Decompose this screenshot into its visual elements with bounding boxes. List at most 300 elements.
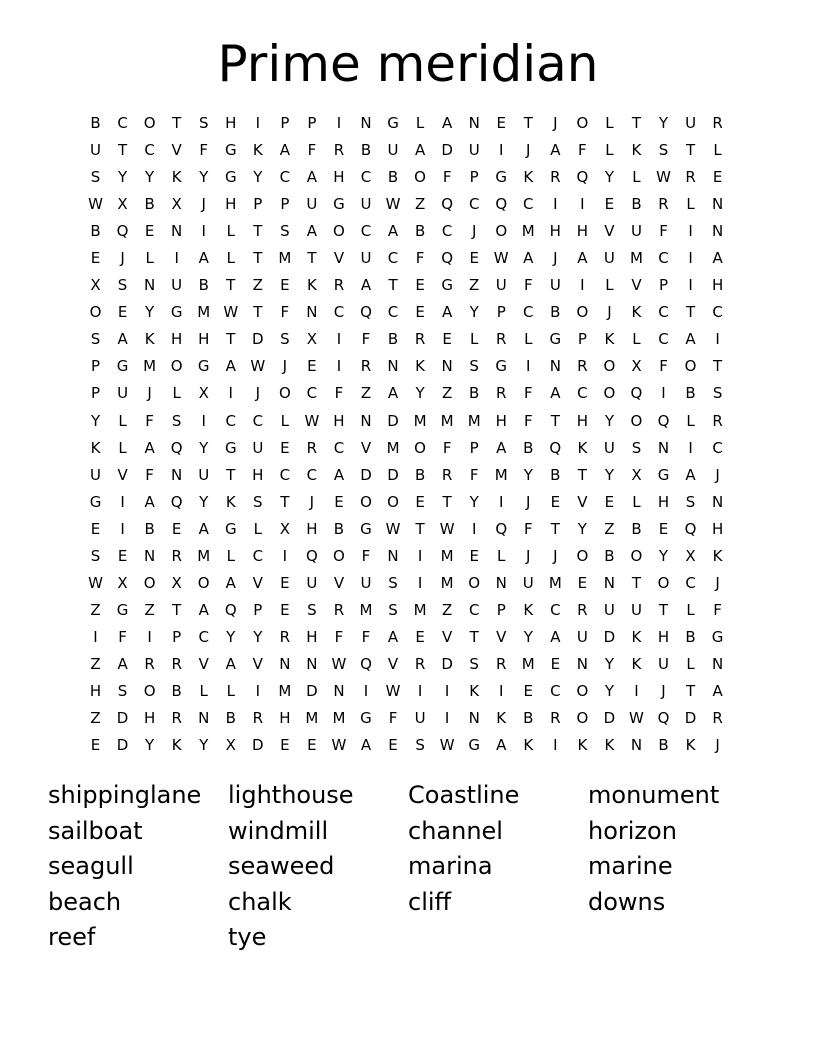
grid-cell: E xyxy=(90,736,101,755)
grid-row xyxy=(82,245,730,272)
grid-cell: M xyxy=(494,465,508,484)
word-list xyxy=(48,778,788,956)
grid-cell: S xyxy=(469,654,479,673)
grid-cell: S xyxy=(469,357,479,376)
grid-cell: S xyxy=(415,736,425,755)
grid-cell: M xyxy=(413,411,427,430)
grid-cell: A xyxy=(550,627,561,646)
grid-cell: U xyxy=(522,573,534,592)
grid-cell: O xyxy=(143,681,156,700)
grid-cell: P xyxy=(496,600,506,619)
grid-cell: S xyxy=(388,573,398,592)
grid-cell: H xyxy=(549,222,561,241)
grid-cell: K xyxy=(712,546,723,565)
grid-cell: R xyxy=(414,654,426,673)
grid-cell: C xyxy=(198,627,209,646)
grid-cell: T xyxy=(280,492,290,511)
grid-cell: T xyxy=(172,600,182,619)
grid-cell: B xyxy=(469,384,480,403)
grid-cell: O xyxy=(170,357,183,376)
grid-cell: V xyxy=(577,492,588,511)
grid-cell: M xyxy=(440,573,454,592)
grid-cell: T xyxy=(117,141,128,160)
grid-cell: E xyxy=(415,627,425,646)
grid-cell: U xyxy=(90,141,102,160)
grid-cell: T xyxy=(631,114,642,132)
grid-cell: U xyxy=(387,141,399,160)
grid-cell: G xyxy=(333,195,345,214)
grid-cell: I xyxy=(688,276,693,295)
grid-cell: X xyxy=(631,357,642,376)
grid-cell: Z xyxy=(252,276,263,295)
grid-cell: Y xyxy=(199,168,209,187)
grid-cell: B xyxy=(360,141,372,160)
grid-cell: H xyxy=(711,519,724,538)
grid-cell: Y xyxy=(658,114,669,132)
grid-cell: F xyxy=(442,438,452,457)
grid-cell: M xyxy=(278,249,292,268)
grid-cell: W xyxy=(88,573,103,592)
grid-cell: N xyxy=(306,303,318,322)
grid-cell: J xyxy=(526,492,531,511)
grid-cell: Q xyxy=(657,411,670,430)
grid-cell: J xyxy=(553,546,558,565)
grid-cell: I xyxy=(580,276,585,295)
grid-cell: J xyxy=(553,249,558,268)
grid-row xyxy=(82,137,730,164)
grid-cell: A xyxy=(360,736,372,755)
grid-cell: S xyxy=(171,411,182,430)
grid-cell: L xyxy=(226,249,235,268)
grid-cell: S xyxy=(117,276,128,295)
grid-cell: C xyxy=(333,438,345,457)
grid-cell: B xyxy=(90,222,101,241)
grid-cell: O xyxy=(143,114,156,132)
grid-cell: A xyxy=(144,438,155,457)
grid-cell: T xyxy=(685,141,696,160)
grid-cell: Y xyxy=(199,438,209,457)
grid-cell: S xyxy=(117,681,128,700)
grid-row xyxy=(82,705,730,732)
grid-cell: L xyxy=(686,600,695,619)
grid-cell: Q xyxy=(576,168,589,187)
grid-cell: S xyxy=(198,114,209,132)
grid-cell: E xyxy=(171,519,182,538)
grid-cell: M xyxy=(197,546,211,565)
grid-cell: I xyxy=(417,573,423,592)
word-list-item: marine xyxy=(588,852,673,880)
grid-cell: S xyxy=(388,600,398,619)
grid-cell: K xyxy=(171,736,182,755)
grid-cell: V xyxy=(252,573,263,592)
grid-cell: R xyxy=(171,654,182,673)
grid-cell: P xyxy=(496,303,506,322)
grid-cell: F xyxy=(280,303,290,322)
grid-cell: K xyxy=(577,736,588,755)
grid-cell: Q xyxy=(170,492,183,511)
word-list-item: beach xyxy=(48,887,122,916)
grid-cell: O xyxy=(143,573,156,592)
grid-cell: M xyxy=(197,303,211,322)
word-list-item: horizon xyxy=(588,816,677,845)
grid-row xyxy=(82,326,730,353)
grid-cell: L xyxy=(686,411,695,430)
grid-cell: J xyxy=(255,384,261,403)
grid-cell: C xyxy=(252,411,264,430)
grid-cell: A xyxy=(144,492,155,511)
grid-cell: R xyxy=(252,709,264,728)
grid-cell: D xyxy=(116,736,129,755)
grid-cell: H xyxy=(657,492,670,511)
grid-cell: Q xyxy=(360,654,372,673)
grid-cell: H xyxy=(171,330,183,349)
grid-cell: V xyxy=(333,249,345,268)
grid-cell: I xyxy=(553,195,558,214)
grid-cell: E xyxy=(388,736,398,755)
grid-cell: R xyxy=(712,709,723,728)
grid-cell: P xyxy=(469,438,479,457)
grid-cell: C xyxy=(658,303,669,322)
grid-cell: W xyxy=(385,519,401,538)
grid-cell: W xyxy=(439,736,455,755)
grid-cell: R xyxy=(712,114,723,132)
grid-cell: O xyxy=(89,303,102,322)
grid-cell: S xyxy=(90,330,101,349)
grid-cell: A xyxy=(225,573,236,592)
grid-cell: I xyxy=(688,222,693,241)
grid-cell: T xyxy=(658,600,669,619)
grid-cell: E xyxy=(469,546,479,565)
grid-cell: H xyxy=(711,276,724,295)
grid-cell: K xyxy=(252,141,263,160)
grid-cell: R xyxy=(171,709,182,728)
grid-cell: T xyxy=(388,276,398,295)
grid-cell: V xyxy=(333,573,345,592)
grid-cell: J xyxy=(147,384,152,403)
grid-cell: G xyxy=(387,114,399,132)
grid-cell: T xyxy=(685,303,696,322)
grid-cell: B xyxy=(144,195,155,214)
grid-cell: I xyxy=(201,411,206,430)
grid-cell: Q xyxy=(116,222,129,241)
grid-cell: M xyxy=(305,709,319,728)
grid-cell: Y xyxy=(415,384,425,403)
grid-cell: M xyxy=(467,411,481,430)
grid-row xyxy=(82,462,730,489)
grid-cell: H xyxy=(576,222,588,241)
grid-cell: D xyxy=(252,736,264,755)
grid-cell: I xyxy=(634,681,639,700)
grid-cell: P xyxy=(280,114,290,132)
grid-cell: C xyxy=(658,249,669,268)
grid-cell: I xyxy=(336,330,342,349)
grid-cell: N xyxy=(468,114,480,132)
grid-cell: T xyxy=(226,465,236,484)
grid-cell: E xyxy=(117,546,128,565)
grid-cell: W xyxy=(385,195,401,214)
grid-row xyxy=(82,678,730,705)
grid-cell: A xyxy=(117,330,128,349)
grid-cell: B xyxy=(685,384,696,403)
grid-cell: L xyxy=(470,330,479,349)
grid-cell: D xyxy=(387,465,399,484)
word-list-item: seagull xyxy=(48,852,134,880)
grid-row xyxy=(82,543,730,570)
grid-cell: X xyxy=(279,519,290,538)
grid-cell: L xyxy=(415,114,425,132)
grid-cell: T xyxy=(172,114,182,132)
grid-cell: Y xyxy=(469,492,479,511)
grid-cell: E xyxy=(604,195,615,214)
grid-cell: S xyxy=(685,492,696,511)
grid-cell: O xyxy=(576,303,589,322)
grid-cell: K xyxy=(577,438,588,457)
grid-cell: L xyxy=(280,411,290,430)
grid-cell: Q xyxy=(441,195,454,214)
grid-cell: S xyxy=(631,438,642,457)
grid-cell: R xyxy=(360,357,372,376)
grid-cell: B xyxy=(550,465,561,484)
grid-cell: E xyxy=(415,303,425,322)
grid-cell: P xyxy=(172,627,182,646)
grid-cell: W xyxy=(331,736,347,755)
grid-cell: V xyxy=(496,627,507,646)
letter-grid xyxy=(82,110,730,759)
grid-cell: C xyxy=(387,303,399,322)
grid-cell: K xyxy=(604,736,615,755)
grid-cell: E xyxy=(90,519,101,538)
grid-cell: N xyxy=(630,736,643,755)
grid-cell: D xyxy=(252,330,264,349)
grid-cell: X xyxy=(306,330,318,349)
grid-cell: Z xyxy=(604,519,615,538)
grid-cell: M xyxy=(332,709,346,728)
grid-cell: D xyxy=(603,627,616,646)
grid-cell: C xyxy=(712,438,723,457)
grid-row xyxy=(82,651,730,678)
grid-cell: P xyxy=(91,357,101,376)
grid-cell: V xyxy=(360,438,372,457)
grid-cell: B xyxy=(523,438,534,457)
grid-cell: Y xyxy=(145,736,155,755)
grid-cell: Q xyxy=(549,438,562,457)
grid-cell: E xyxy=(442,330,452,349)
grid-cell: K xyxy=(631,627,642,646)
grid-cell: I xyxy=(336,114,342,132)
grid-cell: E xyxy=(577,573,588,592)
word-list-item: Coastline xyxy=(408,781,520,809)
grid-cell: Q xyxy=(495,519,508,538)
grid-cell: G xyxy=(224,519,237,538)
grid-cell: L xyxy=(253,519,262,538)
grid-row xyxy=(82,408,730,435)
grid-cell: A xyxy=(225,654,236,673)
grid-cell: Y xyxy=(604,411,614,430)
grid-cell: H xyxy=(306,627,318,646)
grid-cell: C xyxy=(550,681,561,700)
word-list-item: windmill xyxy=(228,816,329,845)
grid-cell: F xyxy=(578,141,587,160)
grid-cell: U xyxy=(117,384,129,403)
grid-cell: U xyxy=(306,573,318,592)
grid-cell: I xyxy=(553,736,558,755)
grid-cell: E xyxy=(280,573,290,592)
grid-cell: O xyxy=(603,384,616,403)
grid-cell: I xyxy=(417,546,423,565)
grid-cell: C xyxy=(550,600,561,619)
grid-cell: F xyxy=(388,709,398,728)
grid-cell: F xyxy=(334,384,344,403)
grid-cell: Q xyxy=(630,384,643,403)
grid-row xyxy=(82,299,730,326)
grid-cell: G xyxy=(224,438,237,457)
grid-cell: T xyxy=(469,627,479,646)
grid-cell: Y xyxy=(658,546,669,565)
grid-cell: F xyxy=(523,384,533,403)
grid-cell: I xyxy=(444,709,450,728)
grid-cell: V xyxy=(171,141,182,160)
grid-cell: N xyxy=(144,276,156,295)
grid-cell: E xyxy=(280,438,290,457)
grid-cell: U xyxy=(658,654,669,673)
grid-cell: Z xyxy=(90,709,101,728)
grid-cell: E xyxy=(117,303,128,322)
grid-cell: K xyxy=(685,736,696,755)
grid-cell: Y xyxy=(523,627,533,646)
grid-cell: G xyxy=(224,141,237,160)
grid-cell: W xyxy=(304,411,320,430)
word-list-item: chalk xyxy=(228,887,292,916)
grid-cell: Q xyxy=(657,709,670,728)
grid-cell: C xyxy=(279,465,291,484)
grid-cell: F xyxy=(659,357,668,376)
grid-row xyxy=(82,380,730,407)
grid-cell: J xyxy=(309,492,315,511)
word-list-item: tye xyxy=(228,923,267,951)
grid-cell: I xyxy=(255,681,261,700)
grid-cell: O xyxy=(197,573,210,592)
grid-cell: T xyxy=(307,249,317,268)
grid-cell: D xyxy=(441,654,453,673)
grid-cell: D xyxy=(387,411,399,430)
grid-cell: G xyxy=(197,357,210,376)
grid-cell: P xyxy=(253,195,263,214)
grid-cell: R xyxy=(306,438,318,457)
grid-cell: O xyxy=(414,438,426,457)
grid-cell: K xyxy=(631,303,642,322)
grid-cell: B xyxy=(387,168,399,187)
grid-cell: K xyxy=(631,654,642,673)
grid-cell: F xyxy=(523,276,533,295)
grid-cell: Z xyxy=(441,600,453,619)
grid-cell: S xyxy=(280,330,290,349)
grid-cell: E xyxy=(523,681,534,700)
grid-cell: P xyxy=(658,276,669,295)
grid-cell: N xyxy=(576,654,588,673)
grid-cell: P xyxy=(253,600,263,619)
word-list-item: lighthouse xyxy=(228,781,354,809)
grid-cell: Y xyxy=(604,654,614,673)
grid-cell: V xyxy=(387,654,399,673)
grid-cell: C xyxy=(468,600,480,619)
grid-cell: I xyxy=(526,357,531,376)
grid-cell: P xyxy=(577,330,587,349)
grid-cell: Y xyxy=(117,168,128,187)
grid-cell: H xyxy=(576,411,588,430)
grid-cell: W xyxy=(493,249,509,268)
grid-cell: N xyxy=(198,709,210,728)
grid-cell: I xyxy=(661,384,666,403)
grid-cell: I xyxy=(174,249,179,268)
grid-cell: C xyxy=(306,465,318,484)
grid-cell: H xyxy=(333,411,345,430)
grid-cell: Y xyxy=(199,736,209,755)
grid-cell: N xyxy=(657,438,670,457)
grid-cell: O xyxy=(387,492,399,511)
grid-cell: T xyxy=(550,519,560,538)
grid-cell: I xyxy=(282,546,288,565)
grid-cell: O xyxy=(630,546,643,565)
grid-cell: F xyxy=(415,249,425,268)
grid-cell: E xyxy=(307,357,317,376)
grid-cell: L xyxy=(686,654,695,673)
grid-cell: E xyxy=(550,654,561,673)
grid-cell: C xyxy=(225,411,236,430)
grid-cell: L xyxy=(713,141,722,160)
grid-cell: M xyxy=(278,681,292,700)
grid-cell: O xyxy=(576,546,589,565)
grid-cell: H xyxy=(657,627,670,646)
grid-cell: B xyxy=(225,709,236,728)
grid-cell: W xyxy=(629,709,644,728)
grid-cell: V xyxy=(198,654,209,673)
word-list-item: cliff xyxy=(408,887,452,916)
grid-cell: D xyxy=(441,141,453,160)
grid-cell: T xyxy=(577,465,587,484)
grid-cell: H xyxy=(89,681,102,700)
grid-cell: A xyxy=(496,438,507,457)
grid-cell: L xyxy=(226,546,235,565)
grid-cell: C xyxy=(712,303,723,322)
grid-cell: S xyxy=(658,141,669,160)
grid-cell: U xyxy=(306,195,318,214)
grid-cell: H xyxy=(252,465,264,484)
grid-cell: F xyxy=(145,465,154,484)
grid-cell: U xyxy=(495,276,507,295)
grid-cell: N xyxy=(711,195,724,214)
grid-cell: G xyxy=(549,330,562,349)
grid-cell: N xyxy=(171,222,183,241)
grid-cell: T xyxy=(226,276,236,295)
grid-cell: R xyxy=(144,654,155,673)
grid-cell: A xyxy=(712,249,723,268)
grid-cell: G xyxy=(360,709,372,728)
grid-cell: R xyxy=(685,168,696,187)
grid-row xyxy=(82,272,730,299)
grid-cell: T xyxy=(631,573,642,592)
grid-cell: X xyxy=(225,736,236,755)
puzzle-title: Prime meridian xyxy=(217,35,599,93)
grid-cell: Z xyxy=(360,384,372,403)
grid-cell: L xyxy=(497,546,506,565)
grid-cell: A xyxy=(442,114,453,132)
grid-cell: V xyxy=(631,276,642,295)
grid-cell: U xyxy=(414,709,426,728)
grid-cell: I xyxy=(715,330,720,349)
grid-cell: Y xyxy=(145,168,155,187)
grid-cell: Q xyxy=(495,195,508,214)
grid-cell: Y xyxy=(199,492,209,511)
